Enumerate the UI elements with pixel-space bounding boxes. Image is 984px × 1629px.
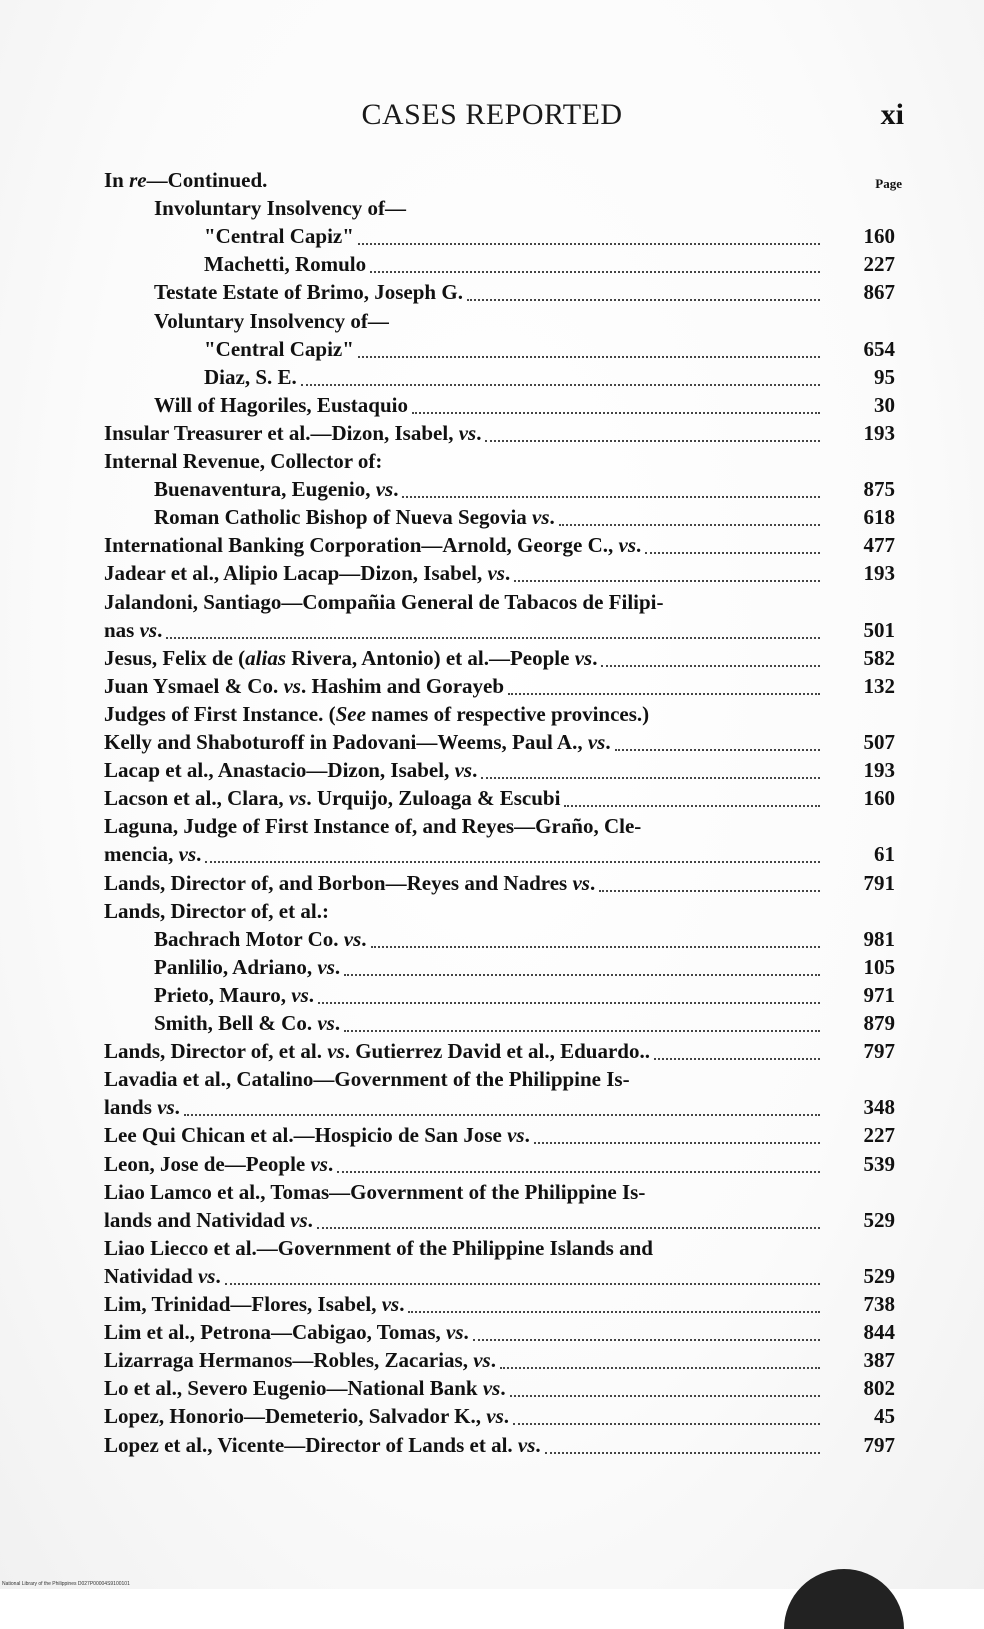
dot-leader: [513, 1395, 820, 1425]
entry-text: lands vs.: [104, 1095, 180, 1120]
entry-text: Lands, Director of, et al. vs. Gutierrez David et al., Eduardo..: [104, 1039, 650, 1064]
dot-leader: [467, 271, 820, 301]
footer-text: National Library of the Philippines D027P00004S9100101: [2, 1581, 130, 1587]
entry-page-number: 30: [874, 392, 895, 417]
entry-text: Lavadia et al., Catalino—Government of the Philippine Is-: [104, 1067, 630, 1092]
entry-page-number: 477: [863, 533, 895, 558]
entry-text: lands and Natividad vs.: [104, 1207, 313, 1232]
dot-leader: [371, 918, 821, 948]
dot-leader: [654, 1030, 820, 1060]
entry-page-number: 529: [863, 1207, 895, 1232]
entry-text: Panlilio, Adriano, vs.: [154, 954, 341, 979]
entry-page-number: 95: [874, 364, 895, 389]
entry-text: Liao Lamco et al., Tomas—Government of the Philippine Is-: [104, 1179, 646, 1204]
entry-text: Lim et al., Petrona—Cabigao, Tomas, vs.: [104, 1320, 469, 1345]
entry-text: Insular Treasurer et al.—Dizon, Isabel, vs.: [104, 420, 482, 445]
entry-text: Kelly and Shaboturoff in Padovani—Weems, Paul A., vs.: [104, 730, 611, 754]
entry-text: Natividad vs.: [104, 1263, 221, 1288]
entry-text: Judges of First Instance. (See names of respective provinces.): [104, 701, 650, 726]
entry-text: Voluntary Insolvency of—: [154, 308, 389, 333]
entry-page-number: 387: [863, 1348, 895, 1373]
entry-text: Buenaventura, Eugenio, vs.: [154, 477, 399, 502]
dot-leader: [225, 1255, 820, 1285]
dot-leader: [534, 1114, 820, 1144]
dot-leader: [166, 609, 820, 639]
dot-leader: [500, 1339, 820, 1369]
entry-page-number: 654: [863, 336, 895, 361]
entry-page-number: 193: [863, 758, 895, 783]
entry-text: Laguna, Judge of First Instance of, and Reyes—Graño, Cle-: [104, 814, 642, 839]
entry-text: mencia, vs.: [104, 842, 202, 867]
dot-leader: [370, 243, 820, 273]
entry-page-number: 797: [863, 1432, 895, 1457]
entry-text: Jadear et al., Alipio Lacap—Dizon, Isabel, vs.: [104, 561, 511, 586]
entry-text: Lacap et al., Anastacio—Dizon, Isabel, vs.: [104, 758, 478, 783]
entry-page-number: 879: [863, 1011, 895, 1035]
dot-leader: [358, 215, 820, 245]
entry-text: Smith, Bell & Co. vs.: [154, 1011, 341, 1035]
entry-text: Lo et al., Severo Eugenio—National Bank vs.: [104, 1376, 506, 1401]
entry-text: Roman Catholic Bishop of Nueva Segovia vs.: [154, 505, 555, 530]
entry-page-number: 507: [863, 730, 895, 754]
dot-leader: [301, 356, 820, 386]
entry-text: Lands, Director of, and Borbon—Reyes and Nadres vs.: [104, 870, 596, 895]
entry-page-number: 227: [863, 1123, 895, 1148]
dot-leader: [559, 496, 820, 526]
entry-page-number: 875: [863, 477, 895, 502]
dot-leader: [645, 524, 820, 554]
dot-leader: [358, 328, 820, 358]
entry-text: Leon, Jose de—People vs.: [104, 1151, 334, 1176]
entry-text: Jalandoni, Santiago—Compañia General de Tabacos de Filipi-: [104, 589, 664, 614]
entry-page-number: 61: [874, 842, 895, 867]
entry-page-number: 791: [863, 870, 895, 895]
dot-leader: [615, 721, 820, 751]
dot-leader: [402, 468, 820, 498]
entry-page-number: 193: [863, 420, 895, 445]
dot-leader: [599, 862, 820, 892]
entry-page-number: 160: [863, 786, 895, 811]
entry-text: Lim, Trinidad—Flores, Isabel, vs.: [104, 1292, 405, 1316]
entry-text: Lands, Director of, et al.:: [104, 898, 329, 923]
page-number: xi: [880, 98, 904, 131]
entry-page-number: 193: [863, 561, 895, 586]
entry-text: Lizarraga Hermanos—Robles, Zacarias, vs.: [104, 1348, 496, 1373]
dot-leader: [473, 1311, 820, 1341]
entry-page-number: 738: [863, 1292, 895, 1316]
entry-page-number: 132: [863, 673, 895, 698]
entry-page-number: 105: [863, 954, 895, 979]
entry-text: In re—Continued.: [104, 168, 268, 192]
dot-leader: [337, 1143, 820, 1173]
dot-leader: [545, 1424, 820, 1454]
entry-page-number: 802: [863, 1376, 895, 1401]
entry-text: nas vs.: [104, 617, 163, 642]
dot-leader: [481, 749, 820, 779]
dot-leader: [508, 665, 820, 695]
dot-leader: [485, 412, 820, 442]
entry-text: International Banking Corporation—Arnold, George C., vs.: [104, 533, 642, 558]
entry-text: "Central Capiz": [204, 224, 354, 249]
entry-text: "Central Capiz": [204, 336, 354, 361]
page-column-label: Page: [875, 176, 902, 191]
entry-page-number: 844: [863, 1320, 895, 1345]
dot-leader: [344, 946, 820, 976]
entry-text: Bachrach Motor Co. vs.: [154, 926, 367, 951]
entry-text: Internal Revenue, Collector of:: [104, 449, 383, 473]
entry-page-number: 618: [863, 505, 895, 530]
dot-leader: [408, 1283, 820, 1313]
entry-page-number: 160: [863, 224, 895, 249]
dot-leader: [601, 637, 820, 667]
entry-text: Prieto, Mauro, vs.: [154, 982, 314, 1007]
entry-page-number: 348: [863, 1095, 895, 1120]
entry-text: Lacson et al., Clara, vs. Urquijo, Zuloaga & Escubi: [104, 786, 561, 811]
dot-leader: [318, 974, 820, 1004]
dot-leader: [514, 552, 820, 582]
entry-text: Machetti, Romulo: [204, 252, 367, 277]
entry-text: Will of Hagoriles, Eustaquio: [154, 392, 408, 417]
dot-leader: [344, 1002, 820, 1032]
entry-text: Lopez et al., Vicente—Director of Lands et al. vs.: [104, 1432, 541, 1457]
entry-page-number: 45: [874, 1404, 895, 1429]
entry-page-number: 971: [863, 982, 895, 1007]
entry-page-number: 227: [863, 252, 895, 277]
entry-text: Juan Ysmael & Co. vs. Hashim and Gorayeb: [104, 673, 505, 698]
entry-page-number: 582: [863, 645, 895, 670]
entry-text: Testate Estate of Brimo, Joseph G.: [154, 280, 463, 305]
entry-page-number: 797: [863, 1039, 895, 1064]
dot-leader: [510, 1367, 820, 1397]
entry-page-number: 981: [863, 926, 895, 951]
dot-leader: [184, 1086, 820, 1116]
page-title: CASES REPORTED: [361, 98, 623, 131]
entry-page-number: 539: [863, 1151, 895, 1176]
entry-page-number: 501: [863, 617, 895, 642]
entry-page-number: 529: [863, 1263, 895, 1288]
entry-page-number: 867: [863, 280, 895, 305]
entry-text: Involuntary Insolvency of—: [154, 196, 407, 221]
entry-text: Lopez, Honorio—Demeterio, Salvador K., vs.: [104, 1404, 509, 1429]
entry-text: Liao Liecco et al.—Government of the Philippine Islands and: [104, 1235, 653, 1260]
dot-leader: [564, 777, 820, 807]
entry-text: Diaz, S. E.: [204, 364, 297, 389]
dot-leader: [317, 1199, 820, 1229]
entry-text: Lee Qui Chican et al.—Hospicio de San Jose vs.: [104, 1123, 530, 1148]
entry-text: Jesus, Felix de (alias Rivera, Antonio) et al.—People vs.: [104, 645, 598, 670]
dot-leader: [412, 384, 820, 414]
dot-leader: [205, 833, 820, 863]
